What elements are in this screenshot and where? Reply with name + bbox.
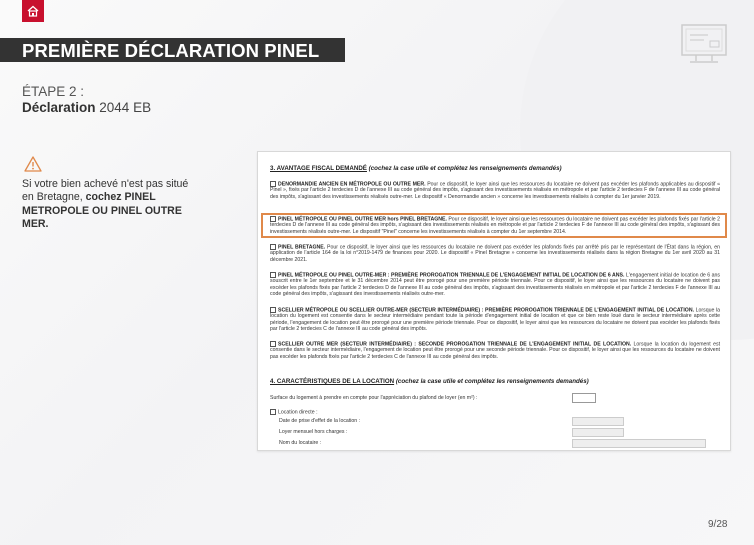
option-text: Lorsque la location du logement est consentie dans le secteur intermédiaire pendant toute la période d'engagement initial de location et que ce bien reste loué dans le secteur intermédiaire après cette période, l'engagement de location peut être prorogé pour une première période triennale. Pour ce dispositif, le loyer ainsi que les ressources du locataire ne doivent pas excéder les plafonds fixés par l'article 2 terdecies C de l'annexe III au code général des impôts. xyxy=(270,307,720,332)
section-3-hint: (cochez la case utile et complétez les renseignements demandés) xyxy=(366,165,562,172)
option-title: PINEL BRETAGNE. xyxy=(278,244,326,251)
section-4-title xyxy=(270,378,589,385)
checkbox[interactable] xyxy=(270,307,276,313)
note-text: Si votre bien achevé n'est pas situé en Bretagne, xyxy=(22,178,189,204)
declaration-number: 2044 EB xyxy=(95,100,152,115)
form-document xyxy=(257,151,731,451)
warning-icon xyxy=(24,156,42,177)
page-title: PREMIÈRE DÉCLARATION PINEL xyxy=(22,40,320,61)
screen-icon xyxy=(680,23,728,70)
option-denormandie[interactable] xyxy=(270,181,720,200)
note-bold: cochez PINEL METROPOLE OU PINEL OUTRE MER. xyxy=(22,191,182,231)
option-text: Pour ce dispositif, le loyer ainsi que les ressources du locataire ne doivent pas excéder les plafonds fixés par arrêté pris par le représentant de l'État dans la région, en application de l'article 164 de la loi n°2019-1479 de finances pour 2020. Le dispositif « Pinel Bretagne » concerne les investissements réalisés dans la région Bretagne du 1er avril 2020 au 31 décembre 2021. xyxy=(270,244,720,263)
option-scellier-seconde[interactable] xyxy=(270,341,720,360)
section-4-hint: (cochez la case utile et complétez les renseignements demandés) xyxy=(394,378,589,385)
location-directe[interactable] xyxy=(270,409,318,416)
nom-input[interactable] xyxy=(572,439,706,448)
option-scellier-premiere[interactable] xyxy=(270,307,720,332)
checkbox[interactable] xyxy=(270,341,276,347)
loyer-label: Loyer mensuel hors charges : xyxy=(279,429,348,435)
option-pinel-metropole[interactable] xyxy=(270,216,720,235)
option-title: SCELLIER MÉTROPOLE OU SCELLIER OUTRE-MER (SECTEUR INTERMÉDIAIRE) : PREMIÈRE PROROGATION TRIENNALE DE L'ENGAGEMENT INITIAL DE LOCATION. xyxy=(278,307,695,314)
option-text: Pour ce dispositif, le loyer ainsi que les ressources du locataire ne doivent pas excéder les plafonds applicables au dispositif « Pinel », fixés par l'article 2 terdecies D de l'annexe III au code général des impôts, s'agissant des investissements réalisés en métropole et par l'article 2 terdecies F de l'annexe III au code général des impôts, s'agissant des investissements réalisés outre-mer. Le dispositif « Denormandie ancien » concerne les investissements réalisés à compter du 1er janvier 2019. xyxy=(270,181,720,200)
nom-label: Nom du locataire : xyxy=(279,440,322,446)
section-3-title xyxy=(270,165,562,172)
declaration-label xyxy=(22,100,151,115)
checkbox[interactable] xyxy=(270,181,276,187)
checkbox[interactable] xyxy=(270,244,276,250)
date-input[interactable] xyxy=(572,417,624,426)
option-title: PINEL MÉTROPOLE OU PINEL OUTRE MER hors PINEL BRETAGNE. xyxy=(278,216,447,223)
section-3-heading: 3. AVANTAGE FISCAL DEMANDÉ xyxy=(270,165,367,172)
section-4-heading: 4. CARACTÉRISTIQUES DE LA LOCATION xyxy=(270,378,395,385)
warning-note xyxy=(22,178,192,232)
step-label: ÉTAPE 2 : xyxy=(22,84,85,99)
date-label: Date de prise d'effet de la location : xyxy=(279,418,361,424)
option-text: Lorsque la location du logement est consentie dans le secteur intermédiaire, l'engagement de location peut être prorogé pour une seconde période triennale. Pour ce dispositif, le loyer ainsi que les ressources du locataire ne doivent pas excéder les plafonds fixés par l'article 2 terdecies C de l'annexe III au code général des impôts. xyxy=(270,341,721,360)
declaration-bold: Déclaration xyxy=(22,100,96,115)
option-title: SCELLIER OUTRE MER (SECTEUR INTERMÉDIAIRE) : SECONDE PROROGATION TRIENNALE DE L'ENGAGEMENT INITIAL DE LOCATION. xyxy=(278,341,632,348)
checkbox[interactable] xyxy=(270,216,276,222)
checkbox[interactable] xyxy=(270,272,276,278)
option-title: PINEL MÉTROPOLE OU PINEL OUTRE-MER : PREMIÈRE PROROGATION TRIENNALE DE L'ENGAGEMENT INITIAL DE LOCATION DE 6 ANS. xyxy=(278,272,625,279)
option-title: DENORMANDIE ANCIEN EN MÉTROPOLE OU OUTRE MER. xyxy=(278,181,426,188)
surface-label: Surface du logement à prendre en compte pour l'appréciation du plafond de loyer (en m²) : xyxy=(270,395,478,401)
home-icon[interactable] xyxy=(22,0,44,22)
loyer-input[interactable] xyxy=(572,428,624,437)
option-pinel-bretagne[interactable] xyxy=(270,244,720,263)
option-text: L'engagement initial de location de 6 ans souscrit entre le 1er septembre et le 31 décembre 2014 peut être prorogé pour une première période triennale. Pour ce dispositif, le loyer ainsi que les ressources du locataire ne doivent pas excéder les plafonds fixés par l'article 2 terdecies D de l'annexe III au code général des impôts, s'agissant des investissements réalisés en métropole et par l'article 2 terdecies F de l'annexe III au code général des impôts, s'agissant des investissements réalisés outre-mer. xyxy=(270,272,720,297)
option-text: Pour ce dispositif, le loyer ainsi que les ressources du locataire ne doivent pas excéder les plafonds fixés par l'article 2 terdecies D de l'annexe III au code général des impôts, s'agissant des investissements réalisés en métropole et par l'article 2 terdecies F de l'annexe III au code général des impôts, s'agissant des investissements réalisés outre-mer. Le dispositif "Pinel" concerne les investissements réalisés à compter du 1er septembre 2014. xyxy=(270,216,720,235)
option-pinel-prorogation[interactable] xyxy=(270,272,720,297)
surface-input[interactable] xyxy=(572,393,596,403)
page-number: 9/28 xyxy=(708,519,728,530)
location-directe-label: Location directe : xyxy=(278,409,318,416)
checkbox[interactable] xyxy=(270,409,276,415)
